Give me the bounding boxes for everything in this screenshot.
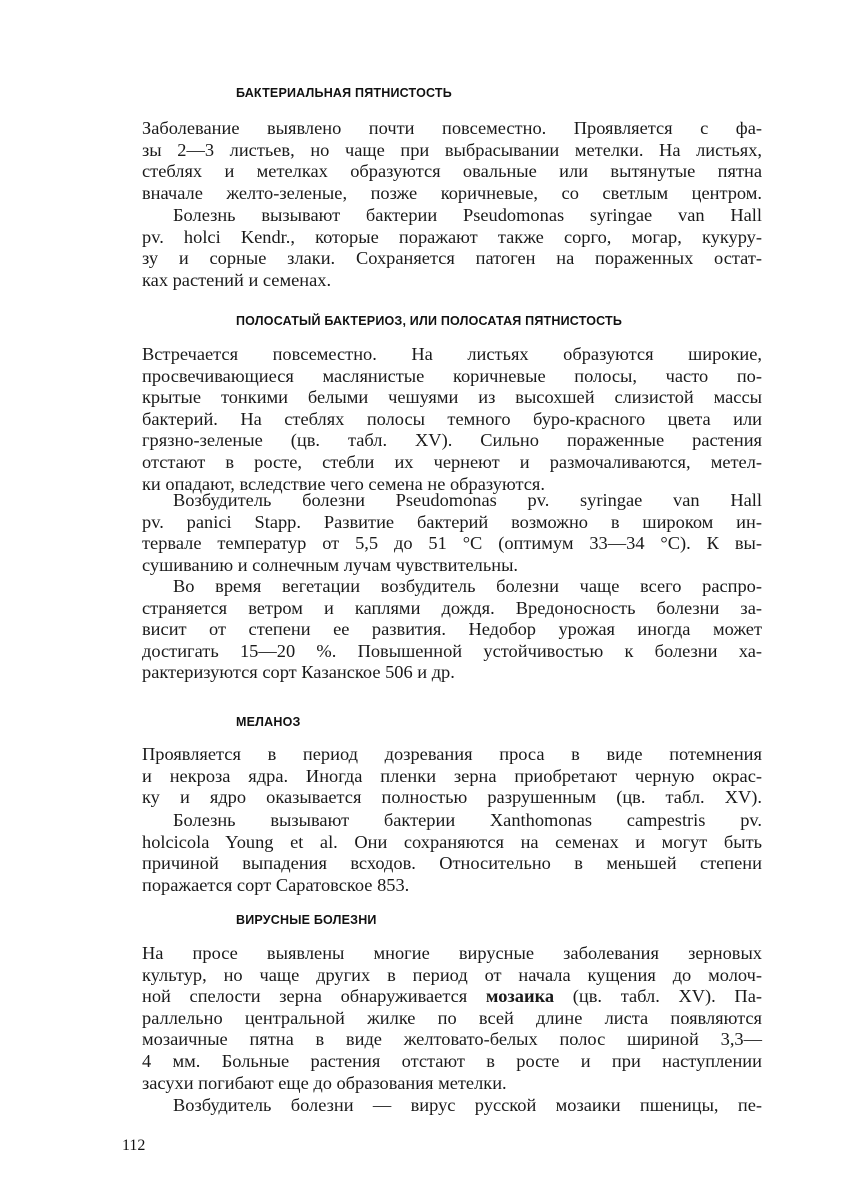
text-line: рактеризуются сорт Казанское 506 и др. (142, 662, 455, 683)
text-line: Возбудитель болезни — вирус русской мозаики пшеницы, пе- (173, 1095, 762, 1115)
text-line: ку и ядро оказывается полностью разрушенным (цв. табл. XV). (142, 787, 762, 808)
text-line: Болезнь вызывают бактерии Xanthomonas campestris pv. (173, 810, 762, 830)
text-line: культур, но чаще других в период от начала кущения до молоч- (142, 964, 762, 985)
paragraph (142, 118, 762, 204)
text-line: Проявляется в период дозревания проса в виде потемнения (142, 744, 762, 764)
text-line: засухи погибают еще до образования метелки. (142, 1072, 507, 1093)
text-line: достигать 15—20 %. Повышенной устойчивостью к болезни ха- (142, 640, 762, 661)
text-line: бактерий. На стеблях полосы темного буро-красного цвета или (142, 408, 762, 429)
text-line: ной спелости зерна обнаруживается мозаика (цв. табл. XV). Па- (142, 986, 762, 1007)
text-line: крытые тонкими белыми чешуями из высохшей слизистой массы (142, 387, 762, 408)
text-line: зу и сорные злаки. Сохраняется патоген на пораженных остат- (142, 248, 762, 269)
text-line: На просе выявлены многие вирусные заболевания зерновых (142, 943, 762, 963)
text-line: pv. panici Stapp. Развитие бактерий возможно в широком ин- (142, 511, 762, 532)
text-line: вначале желто-зеленые, позже коричневые, со светлым центром. (142, 182, 762, 203)
section-title-viral-diseases: ВИРУСНЫЕ БОЛЕЗНИ (236, 913, 377, 927)
text-line: отстают в росте, стебли их чернеют и размочаливаются, метел- (142, 451, 762, 472)
paragraph (142, 576, 762, 684)
text-line: грязно-зеленые (цв. табл. XV). Сильно пораженные растения (142, 430, 762, 451)
text-line: сушиванию и солнечным лучам чувствительны. (142, 554, 519, 575)
emphasized-term: мозаика (485, 986, 555, 1007)
text-line: 4 мм. Больные растения отстают в росте и при наступлении (142, 1050, 762, 1071)
text-line: просвечивающиеся маслянистые коричневые полосы, часто по- (142, 365, 762, 386)
text-line: раллельно центральной жилке по всей длине листа появляются (142, 1007, 762, 1028)
text-line: ках растений и семенах. (142, 269, 332, 290)
text-line: Встречается повсеместно. На листьях образуются широкие, (142, 344, 762, 364)
text-line: pv. holci Kendr., которые поражают также сорго, могар, кукуру- (142, 226, 762, 247)
text-line: причиной выпадения всходов. Относительно в меньшей степени (142, 853, 762, 874)
text-line: holcicola Young et al. Они сохраняются на семенах и могут быть (142, 831, 762, 852)
text-line: ки опадают, вследствие чего семена не образуются. (142, 473, 545, 494)
page-number: 112 (122, 1137, 146, 1154)
text-line: поражается сорт Саратовское 853. (142, 874, 410, 895)
text-line: стеблях и метелках образуются овальные или вытянутые пятна (142, 161, 762, 182)
text-line: страняется ветром и каплями дождя. Вредоносность болезни за- (142, 597, 762, 618)
text-line: зы 2—3 листьев, но чаще при выбрасывании метелки. На листьях, (142, 139, 762, 160)
paragraph (142, 1095, 762, 1117)
paragraph (142, 943, 762, 1094)
paragraph (142, 490, 762, 576)
section-title-melanosis: МЕЛАНОЗ (236, 715, 301, 729)
section-title-bacterial-spot: БАКТЕРИАЛЬНАЯ ПЯТНИСТОСТЬ (236, 86, 452, 100)
text-line: висит от степени ее развития. Недобор урожая иногда может (142, 619, 762, 640)
paragraph (142, 744, 762, 809)
section-title-striped-bacteriosis: ПОЛОСАТЫЙ БАКТЕРИОЗ, ИЛИ ПОЛОСАТАЯ ПЯТНИСТОСТЬ (236, 314, 623, 328)
paragraph (142, 810, 762, 896)
text-line: Заболевание выявлено почти повсеместно. Проявляется с фа- (142, 118, 762, 138)
text-line: Возбудитель болезни Pseudomonas pv. syringae van Hall (173, 490, 762, 510)
text-line: Болезнь вызывают бактерии Pseudomonas syringae van Hall (173, 205, 762, 225)
text-line: Во время вегетации возбудитель болезни чаще всего распро- (173, 576, 762, 596)
text-line: мозаичные пятна в виде желтовато-белых полос шириной 3,3— (142, 1029, 762, 1050)
paragraph (142, 344, 762, 495)
text-line: тервале температур от 5,5 до 51 °С (оптимум 33—34 °С). К вы- (142, 533, 762, 554)
text-line: и некроза ядра. Иногда пленки зерна приобретают черную окрас- (142, 765, 762, 786)
paragraph (142, 205, 762, 291)
